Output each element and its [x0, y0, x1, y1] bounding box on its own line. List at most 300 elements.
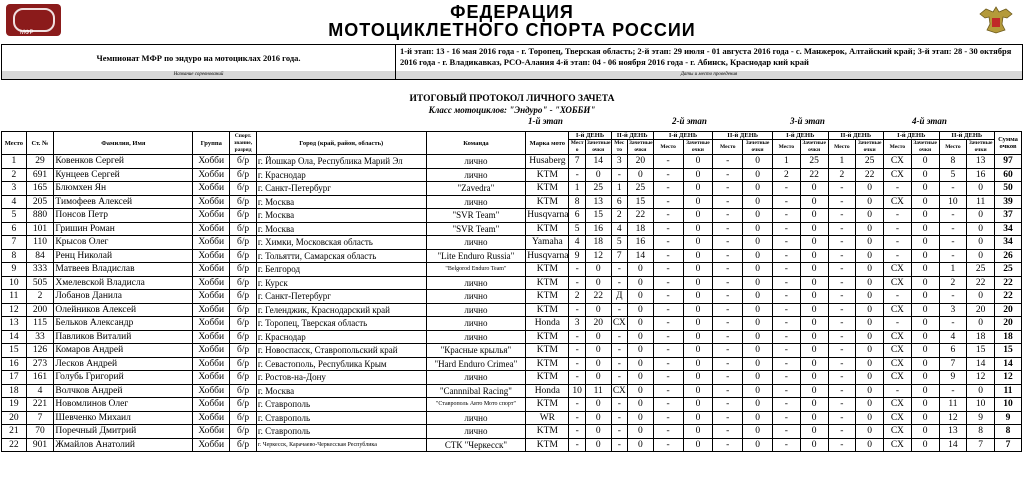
cell-s3d2-place: - [828, 209, 856, 223]
header-s2-day1: I-й ДЕНЬ [653, 132, 713, 140]
header-city: Город (край, район, область) [256, 132, 426, 155]
cell-bike: Yamaha [526, 236, 569, 250]
cell-s2d1-place: - [653, 155, 683, 169]
cell-s1d2-points: 0 [628, 398, 654, 412]
cell-s4d1-place: СХ [884, 155, 912, 169]
cell-rank: б/р [230, 425, 257, 439]
cell-place: 21 [2, 425, 27, 439]
cell-s3d2-place: - [828, 303, 856, 317]
cell-s2d2-points: 0 [743, 182, 773, 196]
cell-s4d2-points: 25 [967, 263, 995, 277]
cell-s2d2-points: 0 [743, 344, 773, 358]
cell-s2d2-place: - [713, 438, 743, 452]
table-header-row-1 [2, 132, 1022, 140]
cell-s1d1-points: 18 [585, 236, 611, 250]
cell-s3d2-place: - [828, 249, 856, 263]
cell-s2d2-points: 0 [743, 209, 773, 223]
header-total: Сумма очков [995, 132, 1022, 155]
cell-s3d2-place: 2 [828, 168, 856, 182]
cell-s1d2-points: 16 [628, 236, 654, 250]
cell-s3d2-points: 22 [856, 168, 884, 182]
cell-city: г. Ставрополь [256, 398, 426, 412]
cell-start-no: 29 [26, 155, 54, 169]
cell-total: 12 [995, 371, 1022, 385]
cell-s2d1-place: - [653, 209, 683, 223]
table-row [2, 249, 1022, 263]
cell-s3d2-points: 0 [856, 276, 884, 290]
cell-s2d2-points: 0 [743, 168, 773, 182]
table-row [2, 438, 1022, 452]
championship-name: Чемпионат МФР по эндуро на мотоциклах 2016 года. [2, 45, 396, 71]
cell-total: 39 [995, 195, 1022, 209]
header-s3d2-points: Зачетные очки [856, 140, 884, 155]
cell-name: Тимофеев Алексей [54, 195, 193, 209]
cell-team: "Lite Enduro Russia" [426, 249, 526, 263]
cell-start-no: 101 [26, 222, 54, 236]
cell-s4d2-place: 7 [939, 357, 967, 371]
cell-team: "Zavedra" [426, 182, 526, 196]
cell-s4d1-points: 0 [911, 425, 939, 439]
cell-s3d1-points: 0 [800, 344, 828, 358]
cell-city: г. Ростов-на-Дону [256, 371, 426, 385]
cell-name: Лесков Андрей [54, 357, 193, 371]
cell-place: 3 [2, 182, 27, 196]
label-dates-place: Даты и место проведения [396, 71, 1022, 79]
logo-text: МФР [20, 30, 34, 36]
header-s2d2-place: Место [713, 140, 743, 155]
cell-s2d2-place: - [713, 249, 743, 263]
cell-s3d2-points: 0 [856, 290, 884, 304]
cell-bike: KTM [526, 330, 569, 344]
cell-city: г. Химки, Московская область [256, 236, 426, 250]
cell-team: лично [426, 330, 526, 344]
cell-s2d2-place: - [713, 303, 743, 317]
cell-bike: Husqvarna [527, 250, 569, 261]
cell-s3d1-points: 0 [800, 303, 828, 317]
cell-s1d2-points: 15 [628, 195, 654, 209]
cell-s4d2-points: 0 [967, 290, 995, 304]
cell-place: 14 [2, 330, 27, 344]
table-row [2, 357, 1022, 371]
cell-s4d1-points: 0 [911, 398, 939, 412]
cell-total: 26 [995, 249, 1022, 263]
cell-s3d1-points: 0 [800, 425, 828, 439]
cell-s2d1-place: - [653, 438, 683, 452]
cell-place: 8 [2, 249, 27, 263]
cell-s3d2-points: 0 [856, 398, 884, 412]
cell-team: лично [426, 195, 526, 209]
cell-s3d1-place: - [773, 276, 801, 290]
cell-s1d2-points: 0 [628, 425, 654, 439]
label-competition-name: Название соревнований [2, 71, 396, 79]
cell-s1d2-place: - [611, 303, 627, 317]
cell-name: Блюмхен Ян [54, 182, 193, 196]
cell-s1d2-place: - [611, 357, 627, 371]
cell-rank: б/р [230, 357, 257, 371]
cell-team: лично [426, 236, 526, 250]
cell-s2d2-points: 0 [743, 357, 773, 371]
cell-start-no: 200 [26, 303, 54, 317]
cell-s2d1-place: - [653, 371, 683, 385]
cell-s3d1-place: - [773, 438, 801, 452]
cell-s2d2-points: 0 [743, 317, 773, 331]
cell-s3d1-points: 0 [800, 249, 828, 263]
cell-s3d2-points: 0 [856, 195, 884, 209]
cell-s1d2-points: 20 [628, 155, 654, 169]
table-row [2, 398, 1022, 412]
cell-s3d2-points: 0 [856, 249, 884, 263]
table-row [2, 222, 1022, 236]
cell-team: лично [426, 168, 526, 182]
cell-s1d1-place: - [569, 168, 585, 182]
table-row [2, 168, 1022, 182]
cell-s2d2-points: 0 [743, 303, 773, 317]
cell-s4d2-points: 20 [967, 303, 995, 317]
cell-start-no: 7 [26, 411, 54, 425]
cell-s3d1-place: - [773, 209, 801, 223]
cell-s4d2-points: 0 [967, 317, 995, 331]
cell-s1d1-place: 9 [569, 249, 585, 263]
cell-s4d1-points: 0 [911, 195, 939, 209]
cell-s2d1-place: - [653, 425, 683, 439]
cell-s2d1-place: - [653, 263, 683, 277]
cell-s4d2-place: - [939, 222, 967, 236]
cell-city: г. Белгород [256, 263, 426, 277]
cell-s1d1-points: 12 [585, 249, 611, 263]
cell-s1d2-points: 0 [628, 263, 654, 277]
cell-place: 2 [2, 168, 27, 182]
table-row [2, 263, 1022, 277]
cell-s2d2-place: - [713, 276, 743, 290]
cell-s3d2-place: - [828, 330, 856, 344]
cell-s2d2-place: - [713, 209, 743, 223]
cell-start-no: 110 [26, 236, 54, 250]
cell-s1d1-points: 20 [585, 317, 611, 331]
header-s3-day2: II-й ДЕНЬ [828, 132, 884, 140]
cell-s4d2-points: 11 [967, 195, 995, 209]
cell-bike: KTM [526, 195, 569, 209]
header-s4-day1: I-й ДЕНЬ [884, 132, 940, 140]
cell-name: Матвеев Владислав [54, 263, 193, 277]
cell-total: 20 [995, 303, 1022, 317]
results-table [1, 131, 1022, 452]
cell-s3d2-place: - [828, 182, 856, 196]
cell-s2d2-place: - [713, 222, 743, 236]
cell-s4d1-points: 0 [911, 249, 939, 263]
cell-place: 11 [2, 290, 27, 304]
cell-team: лично [426, 155, 526, 169]
cell-total: 22 [995, 276, 1022, 290]
cell-city: г. Курск [256, 276, 426, 290]
cell-s1d1-points: 22 [585, 290, 611, 304]
cell-rank: б/р [230, 344, 257, 358]
cell-s4d1-place: - [884, 290, 912, 304]
cell-s1d2-place: - [611, 371, 627, 385]
cell-s4d1-points: 0 [911, 263, 939, 277]
cell-s1d1-points: 13 [585, 195, 611, 209]
cell-place: 10 [2, 276, 27, 290]
cell-s4d2-points: 8 [967, 425, 995, 439]
cell-s1d1-points: 0 [585, 438, 611, 452]
cell-place: 20 [2, 411, 27, 425]
cell-total: 7 [995, 438, 1022, 452]
cell-start-no: 33 [26, 330, 54, 344]
cell-s1d2-place: 6 [611, 195, 627, 209]
table-row [2, 371, 1022, 385]
cell-city: г. Йошкар Ола, Республика Марий Эл [256, 155, 426, 169]
cell-s1d1-place: 4 [569, 236, 585, 250]
cell-s2d1-place: - [653, 182, 683, 196]
cell-s3d1-place: 2 [773, 168, 801, 182]
cell-s2d2-place: - [713, 317, 743, 331]
cell-s2d1-place: - [653, 276, 683, 290]
cell-s3d2-points: 0 [856, 330, 884, 344]
cell-s3d2-points: 0 [856, 317, 884, 331]
cell-s2d1-points: 0 [683, 344, 713, 358]
cell-start-no: 273 [26, 357, 54, 371]
cell-s1d1-place: 10 [569, 384, 585, 398]
cell-s3d2-place: - [828, 371, 856, 385]
cell-city: г. Новоспасск, Ставропольский край [256, 344, 426, 358]
cell-name: Павликов Виталий [54, 330, 193, 344]
cell-s2d2-place: - [713, 330, 743, 344]
cell-rank: б/р [230, 236, 257, 250]
cell-s3d1-points: 0 [800, 195, 828, 209]
cell-s3d1-place: - [773, 236, 801, 250]
cell-s3d2-place: - [828, 357, 856, 371]
cell-s1d2-place: 3 [611, 155, 627, 169]
cell-bike: KTM [526, 398, 569, 412]
cell-bike: Honda [526, 317, 569, 331]
cell-bike: Honda [526, 384, 569, 398]
cell-group: Хобби [193, 425, 230, 439]
cell-bike: KTM [526, 222, 569, 236]
cell-s1d2-place: - [611, 168, 627, 182]
cell-s1d2-points: 0 [628, 384, 654, 398]
cell-group: Хобби [193, 290, 230, 304]
cell-start-no: 4 [26, 384, 54, 398]
cell-s3d2-place: - [828, 411, 856, 425]
cell-team: "Красные крылья" [426, 344, 526, 358]
cell-name: Шевченко Михаил [54, 411, 193, 425]
header-start-no: Ст. № [26, 132, 54, 155]
cell-s1d1-place: - [569, 438, 585, 452]
cell-group: Хобби [193, 182, 230, 196]
cell-s1d2-place: - [611, 411, 627, 425]
cell-s2d2-place: - [713, 236, 743, 250]
cell-total: 9 [995, 411, 1022, 425]
cell-s1d1-points: 0 [585, 303, 611, 317]
header-s3-day1: I-й ДЕНЬ [773, 132, 829, 140]
cell-rank: б/р [230, 222, 257, 236]
cell-s2d1-points: 0 [683, 330, 713, 344]
cell-name: Комаров Андрей [54, 344, 193, 358]
event-info-labels [1, 71, 1023, 80]
cell-rank: б/р [230, 398, 257, 412]
cell-s2d1-place: - [653, 195, 683, 209]
cell-s1d2-place: - [611, 398, 627, 412]
cell-team: лично [426, 371, 526, 385]
cell-s4d2-points: 9 [967, 411, 995, 425]
cell-s3d1-points: 0 [800, 317, 828, 331]
cell-s1d1-place: - [569, 263, 585, 277]
cell-team: "SVR Team" [426, 222, 526, 236]
cell-bike: KTM [526, 371, 569, 385]
cell-s3d1-place: - [773, 249, 801, 263]
cell-s2d1-points: 0 [683, 371, 713, 385]
cell-s2d2-place: - [713, 425, 743, 439]
cell-city: г. Севастополь, Республика Крым [256, 357, 426, 371]
cell-place: 18 [2, 384, 27, 398]
cell-s4d2-points: 12 [967, 371, 995, 385]
cell-s3d1-points: 0 [800, 330, 828, 344]
cell-s3d2-points: 0 [856, 371, 884, 385]
cell-s1d2-points: 18 [628, 222, 654, 236]
cell-s3d1-place: - [773, 425, 801, 439]
cell-s4d2-place: 12 [939, 411, 967, 425]
cell-s1d1-place: 3 [569, 317, 585, 331]
cell-group: Хобби [193, 330, 230, 344]
cell-rank: б/р [230, 438, 257, 452]
cell-s3d2-place: - [828, 344, 856, 358]
cell-s4d1-place: - [884, 222, 912, 236]
cell-s3d1-place: - [773, 398, 801, 412]
cell-rank: б/р [230, 411, 257, 425]
cell-place: 12 [2, 303, 27, 317]
cell-s3d2-place: - [828, 195, 856, 209]
cell-s1d1-points: 0 [585, 276, 611, 290]
cell-group: Хобби [193, 438, 230, 452]
cell-group: Хобби [193, 276, 230, 290]
table-row [2, 209, 1022, 223]
cell-s4d1-points: 0 [911, 330, 939, 344]
cell-s4d2-place: 10 [939, 195, 967, 209]
cell-s2d2-points: 0 [743, 330, 773, 344]
cell-bike: KTM [526, 290, 569, 304]
cell-s3d1-points: 0 [800, 236, 828, 250]
cell-s2d2-place: - [713, 168, 743, 182]
cell-s4d1-place: - [884, 384, 912, 398]
cell-s2d2-place: - [713, 155, 743, 169]
cell-group: Хобби [193, 398, 230, 412]
cell-s2d1-place: - [653, 249, 683, 263]
cell-s1d2-place: 1 [611, 182, 627, 196]
cell-s2d1-points: 0 [683, 222, 713, 236]
cell-s4d2-points: 0 [967, 236, 995, 250]
cell-s4d1-place: - [884, 209, 912, 223]
cell-city: г. Геленджик, Краснодарский край [256, 303, 426, 317]
cell-s4d1-place: СХ [884, 398, 912, 412]
cell-s1d2-points: 0 [628, 276, 654, 290]
cell-s2d1-place: - [653, 411, 683, 425]
cell-s4d1-place: СХ [884, 344, 912, 358]
cell-group: Хобби [193, 411, 230, 425]
header-s4d2-points: Зачетные очки [967, 140, 995, 155]
cell-s1d2-place: 5 [611, 236, 627, 250]
cell-group: Хобби [193, 249, 230, 263]
cell-total: 15 [995, 344, 1022, 358]
cell-city: г. Ставрополь [256, 425, 426, 439]
cell-s4d1-place: СХ [884, 303, 912, 317]
cell-s4d2-points: 13 [967, 155, 995, 169]
cell-s4d2-points: 0 [967, 222, 995, 236]
cell-s2d1-points: 0 [683, 398, 713, 412]
header-place: Место [2, 132, 27, 155]
cell-start-no: 880 [26, 209, 54, 223]
cell-s4d1-points: 0 [911, 209, 939, 223]
cell-s2d1-place: - [653, 290, 683, 304]
table-row [2, 195, 1022, 209]
cell-total: 8 [995, 425, 1022, 439]
header-s1-day2: II-й ДЕНЬ [611, 132, 653, 140]
cell-s4d2-points: 0 [967, 182, 995, 196]
cell-s3d2-place: - [828, 398, 856, 412]
header-s1d2-place: Мес то [611, 140, 627, 155]
cell-s4d1-place: СХ [884, 357, 912, 371]
cell-s2d1-points: 0 [683, 290, 713, 304]
cell-s4d1-place: СХ [884, 411, 912, 425]
cell-s4d2-place: 9 [939, 371, 967, 385]
cell-s1d2-points: 0 [628, 303, 654, 317]
cell-s3d2-points: 0 [856, 303, 884, 317]
table-row [2, 411, 1022, 425]
cell-s1d1-points: 0 [585, 425, 611, 439]
cell-s2d1-place: - [653, 303, 683, 317]
cell-s3d1-points: 0 [800, 398, 828, 412]
cell-s3d2-points: 25 [856, 155, 884, 169]
cell-s2d2-points: 0 [743, 155, 773, 169]
cell-s1d1-place: 7 [569, 155, 585, 169]
cell-s2d1-place: - [653, 384, 683, 398]
cell-s2d1-points: 0 [683, 317, 713, 331]
cell-s1d2-place: - [611, 425, 627, 439]
cell-s2d2-points: 0 [743, 222, 773, 236]
results-body [2, 155, 1022, 452]
header-s3d1-place: Место [773, 140, 801, 155]
cell-s4d1-points: 0 [911, 236, 939, 250]
cell-group: Хобби [193, 155, 230, 169]
cell-s4d2-place: 2 [939, 276, 967, 290]
cell-s2d1-place: - [653, 236, 683, 250]
cell-s3d1-points: 0 [800, 209, 828, 223]
cell-s4d1-points: 0 [911, 182, 939, 196]
cell-s3d1-place: - [773, 182, 801, 196]
cell-s4d1-place: СХ [884, 168, 912, 182]
cell-s2d2-points: 0 [743, 371, 773, 385]
cell-place: 9 [2, 263, 27, 277]
cell-s2d1-points: 0 [683, 357, 713, 371]
cell-s3d2-place: - [828, 438, 856, 452]
cell-name: Крысов Олег [54, 236, 193, 250]
cell-s2d2-points: 0 [743, 398, 773, 412]
cell-s4d2-place: 13 [939, 425, 967, 439]
cell-s3d1-place: - [773, 195, 801, 209]
cell-s2d2-points: 0 [743, 425, 773, 439]
cell-s4d2-points: 0 [967, 209, 995, 223]
cell-s1d1-place: 8 [569, 195, 585, 209]
cell-start-no: 161 [26, 371, 54, 385]
cell-name: Волчков Андрей [54, 384, 193, 398]
table-row [2, 182, 1022, 196]
cell-s3d2-points: 0 [856, 425, 884, 439]
cell-team: "SVR Team" [426, 209, 526, 223]
cell-place: 19 [2, 398, 27, 412]
cell-s1d1-points: 0 [585, 330, 611, 344]
cell-start-no: 115 [26, 317, 54, 331]
cell-s2d1-points: 0 [683, 438, 713, 452]
cell-start-no: 2 [26, 290, 54, 304]
cell-team: "Belgorod Enduro Team" [426, 263, 526, 277]
